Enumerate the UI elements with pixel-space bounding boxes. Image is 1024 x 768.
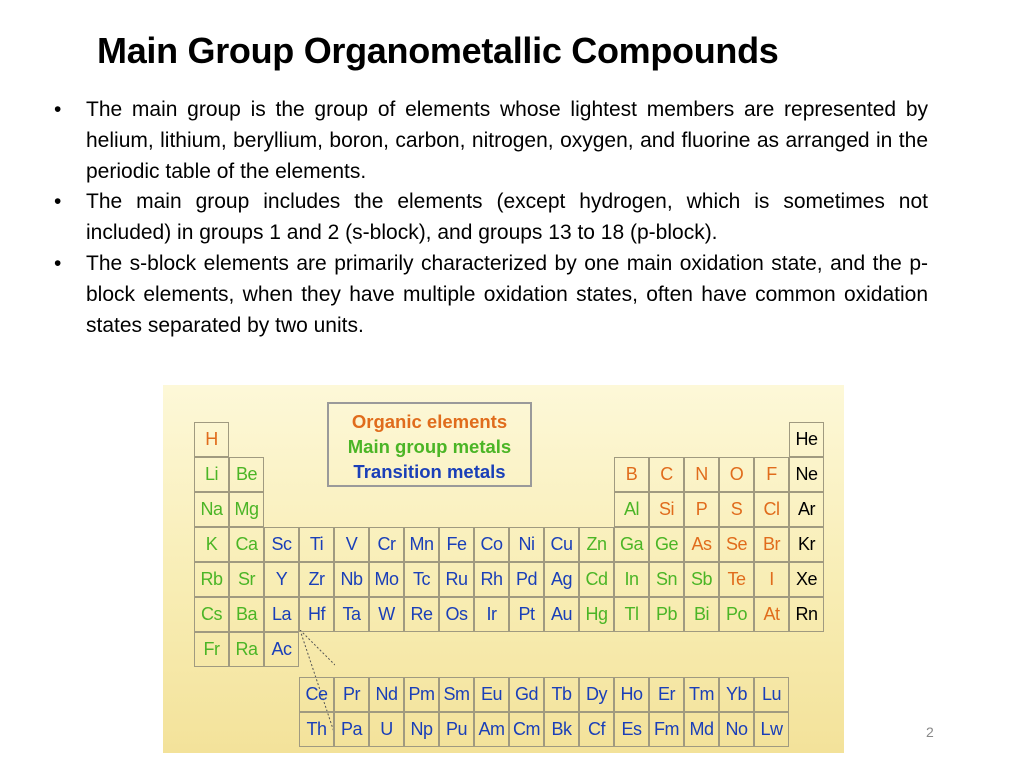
element-cell-ni: Ni — [509, 527, 544, 562]
element-cell-h: H — [194, 422, 229, 457]
element-cell-cf: Cf — [579, 712, 614, 747]
element-cell-er: Er — [649, 677, 684, 712]
element-cell-rb: Rb — [194, 562, 229, 597]
element-cell-dy: Dy — [579, 677, 614, 712]
element-cell-la: La — [264, 597, 299, 632]
element-cell-zn: Zn — [579, 527, 614, 562]
element-cell-re: Re — [404, 597, 439, 632]
bullet-item — [52, 95, 928, 187]
element-cell-bi: Bi — [684, 597, 719, 632]
element-cell-s: S — [719, 492, 754, 527]
element-cell-gd: Gd — [509, 677, 544, 712]
element-cell-pu: Pu — [439, 712, 474, 747]
element-cell-ac: Ac — [264, 632, 299, 667]
element-cell-fr: Fr — [194, 632, 229, 667]
element-cell-cs: Cs — [194, 597, 229, 632]
bullet-list — [52, 95, 928, 341]
element-cell-kr: Kr — [789, 527, 824, 562]
element-cell-te: Te — [719, 562, 754, 597]
element-cell-fe: Fe — [439, 527, 474, 562]
element-cell-c: C — [649, 457, 684, 492]
element-cell-b: B — [614, 457, 649, 492]
element-cell-fm: Fm — [649, 712, 684, 747]
element-cell-ge: Ge — [649, 527, 684, 562]
bullet-dot-icon: • — [54, 98, 62, 121]
element-cell-sc: Sc — [264, 527, 299, 562]
element-cell-cm: Cm — [509, 712, 544, 747]
element-cell-no: No — [719, 712, 754, 747]
element-cell-sn: Sn — [649, 562, 684, 597]
element-cell-sr: Sr — [229, 562, 264, 597]
element-cell-al: Al — [614, 492, 649, 527]
element-cell-br: Br — [754, 527, 789, 562]
element-cell-as: As — [684, 527, 719, 562]
element-cell-se: Se — [719, 527, 754, 562]
element-cell-os: Os — [439, 597, 474, 632]
element-cell-i: I — [754, 562, 789, 597]
element-cell-f: F — [754, 457, 789, 492]
element-cell-v: V — [334, 527, 369, 562]
element-cell-k: K — [194, 527, 229, 562]
element-cell-ho: Ho — [614, 677, 649, 712]
element-cell-cr: Cr — [369, 527, 404, 562]
element-cell-be: Be — [229, 457, 264, 492]
element-cell-lw: Lw — [754, 712, 789, 747]
element-cell-he: He — [789, 422, 824, 457]
element-cell-mn: Mn — [404, 527, 439, 562]
element-cell-lu: Lu — [754, 677, 789, 712]
element-cell-zr: Zr — [299, 562, 334, 597]
element-cell-pa: Pa — [334, 712, 369, 747]
slide-title: Main Group Organometallic Compounds — [97, 30, 779, 71]
bullet-dot-icon: • — [54, 190, 62, 214]
element-cell-ru: Ru — [439, 562, 474, 597]
element-cell-u: U — [369, 712, 404, 747]
element-cell-ca: Ca — [229, 527, 264, 562]
element-cell-in: In — [614, 562, 649, 597]
element-cell-tm: Tm — [684, 677, 719, 712]
element-cell-pm: Pm — [404, 677, 439, 712]
element-cell-au: Au — [544, 597, 579, 632]
element-cell-am: Am — [474, 712, 509, 747]
bullet-text: The main group is the group of elements whose lightest members are represented by helium, lithium, beryllium, boron, carbon, nitrogen, oxygen, and fluorine as arranged in the periodic table of the elements. — [86, 98, 928, 183]
element-cell-mo: Mo — [369, 562, 404, 597]
element-cell-cu: Cu — [544, 527, 579, 562]
element-cell-o: O — [719, 457, 754, 492]
element-cell-bk: Bk — [544, 712, 579, 747]
element-cell-ta: Ta — [334, 597, 369, 632]
element-cell-pt: Pt — [509, 597, 544, 632]
element-cell-sm: Sm — [439, 677, 474, 712]
bullet-item — [52, 249, 928, 341]
element-cell-np: Np — [404, 712, 439, 747]
element-cell-n: N — [684, 457, 719, 492]
periodic-table-legend — [327, 402, 532, 487]
element-cell-yb: Yb — [719, 677, 754, 712]
element-cell-nd: Nd — [369, 677, 404, 712]
element-cell-ag: Ag — [544, 562, 579, 597]
page-number: 2 — [926, 724, 934, 740]
legend-main-group-metals: Main group metals — [347, 436, 512, 457]
element-cell-nb: Nb — [334, 562, 369, 597]
element-cell-po: Po — [719, 597, 754, 632]
element-cell-rn: Rn — [789, 597, 824, 632]
element-cell-pr: Pr — [334, 677, 369, 712]
element-cell-li: Li — [194, 457, 229, 492]
element-cell-ar: Ar — [789, 492, 824, 527]
element-cell-ir: Ir — [474, 597, 509, 632]
element-cell-ne: Ne — [789, 457, 824, 492]
element-cell-pd: Pd — [509, 562, 544, 597]
element-cell-mg: Mg — [229, 492, 264, 527]
element-cell-p: P — [684, 492, 719, 527]
element-cell-na: Na — [194, 492, 229, 527]
element-cell-sb: Sb — [684, 562, 719, 597]
element-cell-hg: Hg — [579, 597, 614, 632]
element-cell-tc: Tc — [404, 562, 439, 597]
bullet-text: The main group includes the elements (except hydrogen, which is sometimes not included) in groups 1 and 2 (s-block), and groups 13 to 18 (p-block). — [86, 190, 928, 245]
element-cell-ce: Ce — [299, 677, 334, 712]
bullet-item — [52, 187, 928, 249]
element-cell-rh: Rh — [474, 562, 509, 597]
element-cell-es: Es — [614, 712, 649, 747]
element-cell-eu: Eu — [474, 677, 509, 712]
element-cell-ba: Ba — [229, 597, 264, 632]
element-cell-md: Md — [684, 712, 719, 747]
bullet-dot-icon: • — [54, 251, 62, 275]
element-cell-ra: Ra — [229, 632, 264, 667]
legend-organic-elements: Organic elements — [351, 411, 508, 432]
element-cell-ti: Ti — [299, 527, 334, 562]
periodic-table-figure — [163, 385, 844, 753]
element-cell-co: Co — [474, 527, 509, 562]
element-cell-hf: Hf — [299, 597, 334, 632]
element-cell-ga: Ga — [614, 527, 649, 562]
element-cell-cd: Cd — [579, 562, 614, 597]
element-cell-tb: Tb — [544, 677, 579, 712]
element-cell-tl: Tl — [614, 597, 649, 632]
element-cell-at: At — [754, 597, 789, 632]
bullet-text: The s-block elements are primarily characterized by one main oxidation state, and the p-block elements, when they have multiple oxidation states, often have common oxidation states separated by two units. — [86, 251, 928, 337]
element-cell-pb: Pb — [649, 597, 684, 632]
element-cell-w: W — [369, 597, 404, 632]
element-cell-cl: Cl — [754, 492, 789, 527]
legend-transition-metals: Transition metals — [353, 461, 506, 482]
element-cell-th: Th — [299, 712, 334, 747]
element-cell-si: Si — [649, 492, 684, 527]
element-cell-xe: Xe — [789, 562, 824, 597]
element-cell-y: Y — [264, 562, 299, 597]
